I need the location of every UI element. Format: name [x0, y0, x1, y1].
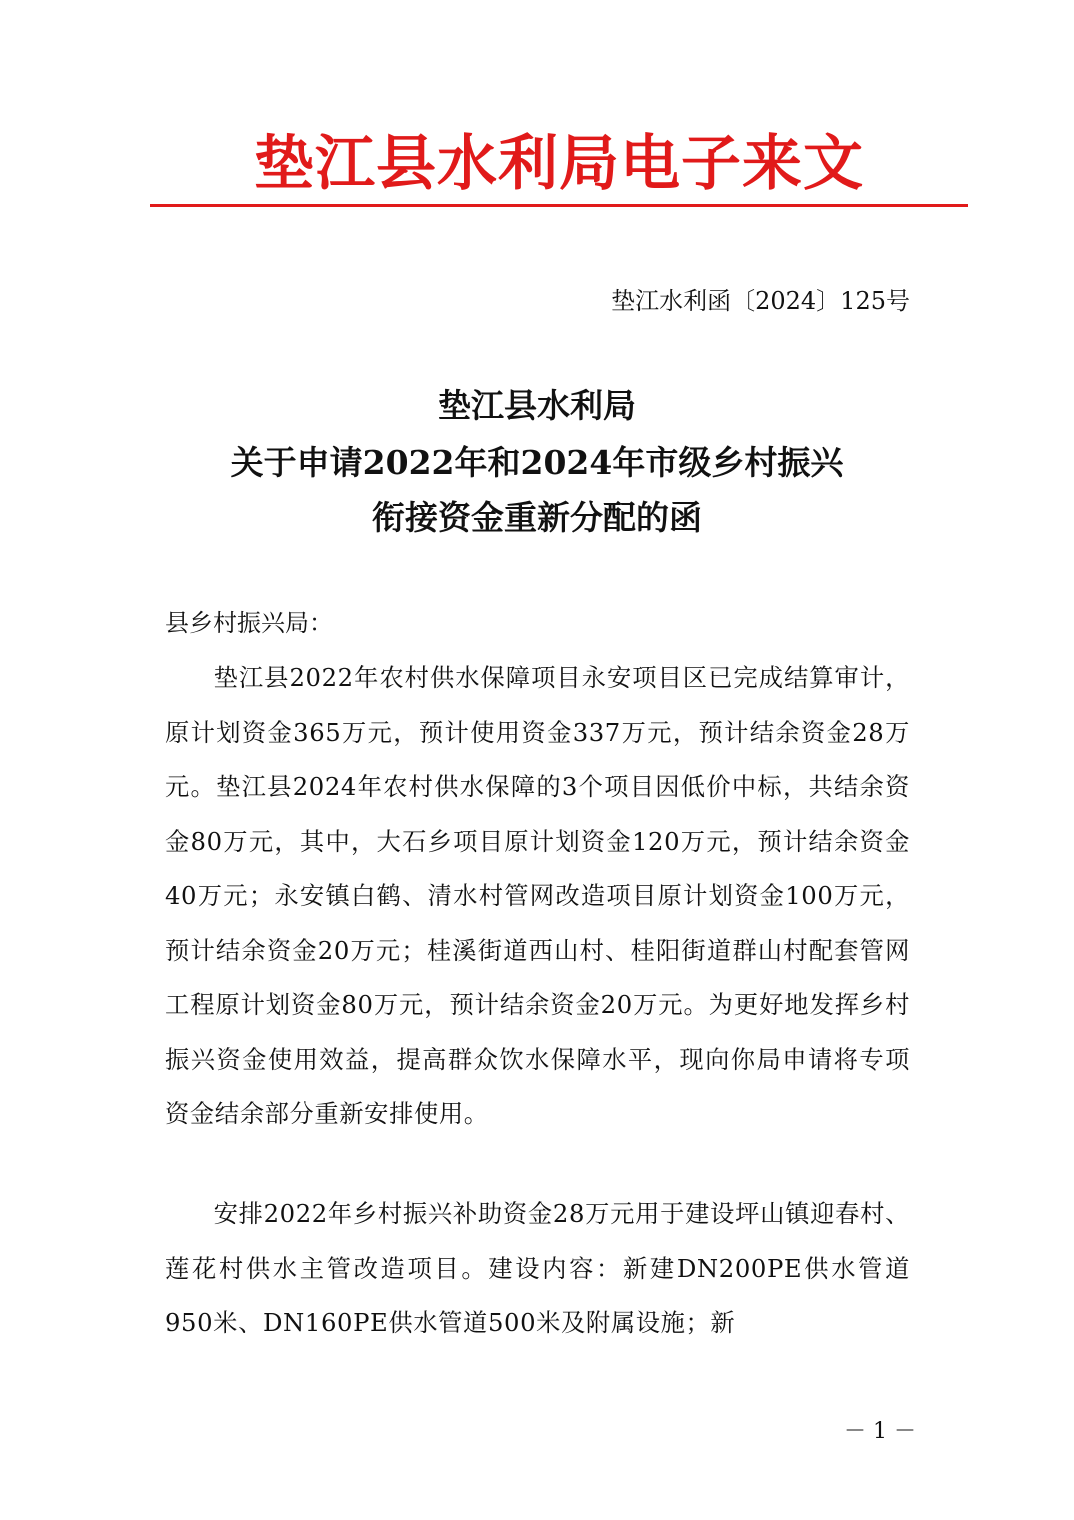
title-line-3: 衔接资金重新分配的函 [372, 498, 702, 537]
body-paragraph-2: 安排2022年乡村振兴补助资金28万元用于建设坪山镇迎春村、莲花村供水主管改造项目。建设内容：新建DN200PE供水管道950米、DN160PE供水管道500米及附属设施；新 [165, 1199, 910, 1337]
page-number: － 1 － [844, 1419, 916, 1444]
salutation: 县乡村振兴局： [165, 609, 333, 637]
letterhead-banner: 垫江县水利局电子来文 [254, 129, 864, 199]
body-paragraph-1: 垫江县2022年农村供水保障项目永安项目区已完成结算审计，原计划资金365万元，预计使用资金337万元，预计结余资金28万元。垫江县2024年农村供水保障的3个项目因低价中标，共结余资金80万元，其中，大石乡项目原计划资金120万元，预计结余资金40万元；永安镇白鹤、清水村管网改造项目原计划资金100万元，预计结余资金20万元；桂溪街道西山村、桂阳街道群山村配套管网工程原计划资金80万元，预计结余资金20万元。为更好地发挥乡村振兴资金使用效益，提高群众饮水保障水平，现向你局申请将专项资金结余部分重新安排使用。 [165, 663, 910, 1128]
title-line-2: 关于申请2022年和2024年市级乡村振兴 [230, 443, 844, 482]
letterhead-red-rule [150, 204, 968, 207]
document-number: 垫江水利函〔2024〕125号 [611, 287, 910, 315]
title-line-1: 垫江县水利局 [438, 386, 636, 425]
